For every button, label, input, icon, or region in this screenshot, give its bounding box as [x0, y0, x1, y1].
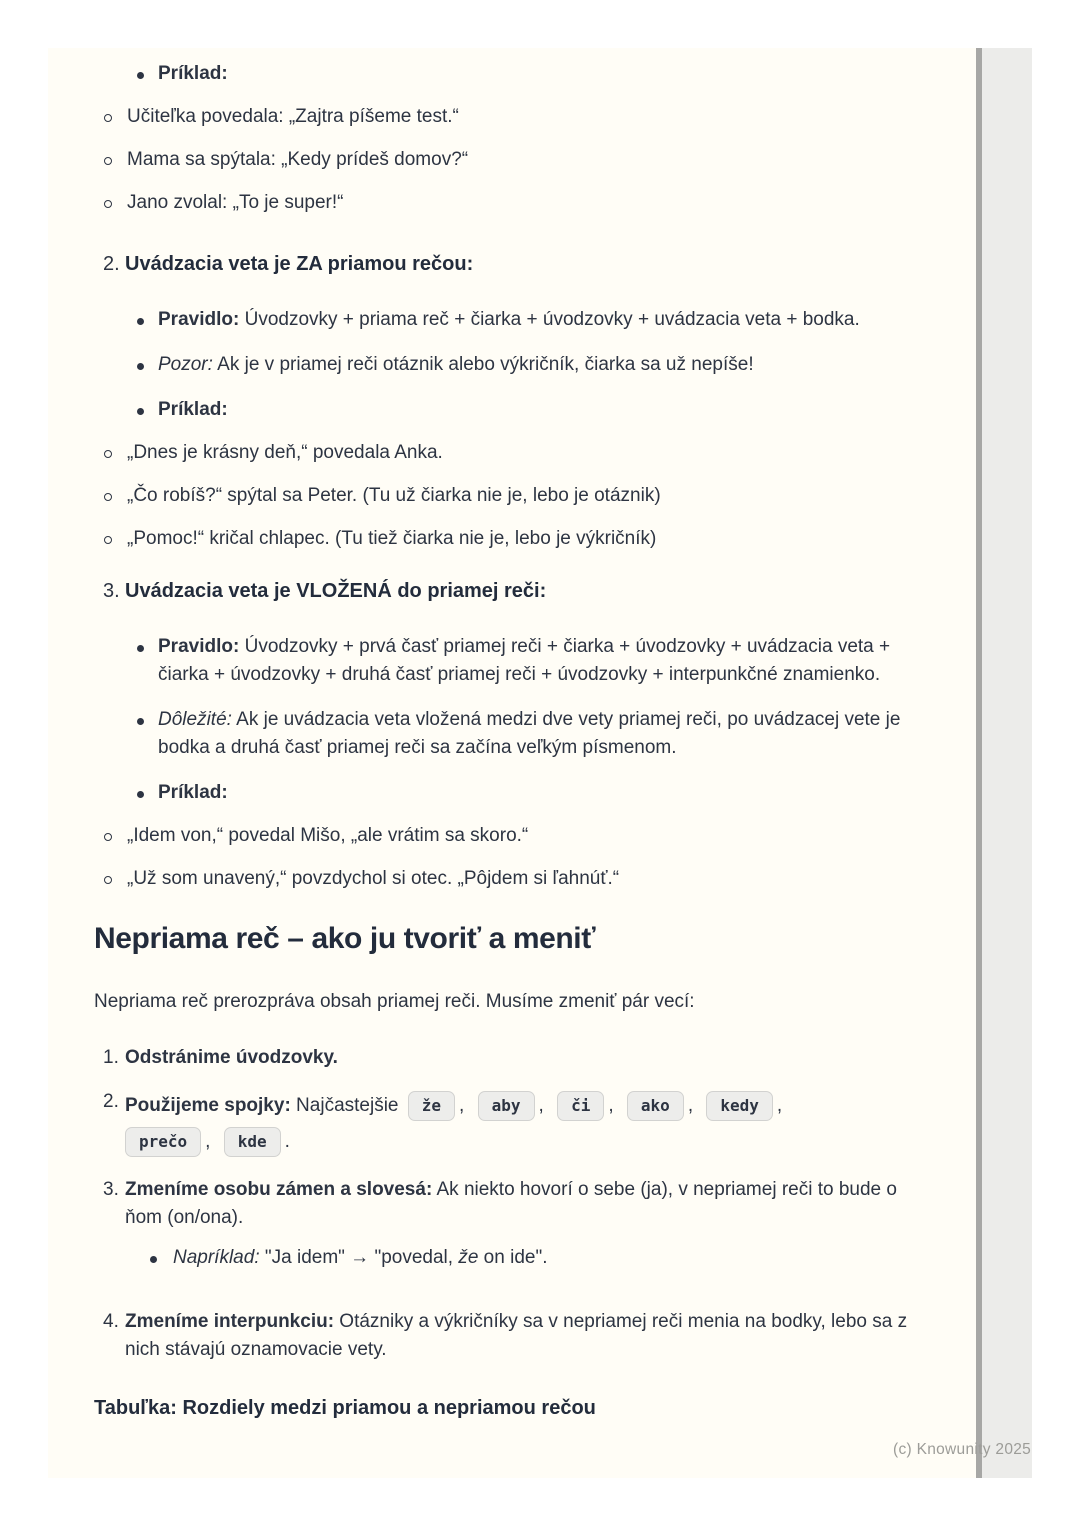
step-3 [103, 1176, 932, 1284]
section-number: 2. [103, 253, 120, 275]
rule-item [137, 306, 932, 334]
list-item [104, 103, 932, 131]
example-text: „Dnes je krásny deň,“ povedala Anka. [127, 442, 443, 463]
conjunction-chip: že [408, 1091, 455, 1121]
bullet-disc-icon [137, 706, 158, 762]
section-number: 3. [103, 580, 120, 602]
bullet-circle-icon [104, 103, 127, 131]
bullet-circle-icon [104, 482, 127, 510]
example-list-header [137, 779, 932, 807]
rule-label: Pravidlo: [158, 636, 240, 657]
warning-label: Pozor: [158, 354, 213, 375]
watermark: (c) Knowunity 2025 [893, 1441, 1032, 1458]
rule-text [158, 633, 932, 689]
table-caption: Tabuľka: Rozdiely medzi priamou a nepriamou rečou [94, 1397, 596, 1419]
bullet-disc-icon [137, 633, 158, 689]
bullet-circle-icon [104, 439, 127, 467]
step-body: Ak niekto hovorí o sebe (ja), v nepriamej reči to bude o ňom (on/ona). [125, 1179, 897, 1228]
bullet-circle-icon [104, 189, 127, 217]
step-example-text [173, 1244, 547, 1272]
list-item [104, 865, 932, 893]
bullet-disc-icon [137, 60, 158, 88]
example-text: „Pomoc!“ kričal chlapec. (Tu tiež čiarka nie je, lebo je výkričník) [127, 528, 657, 549]
example-label: Napríklad: [173, 1247, 260, 1268]
step-example [150, 1244, 932, 1272]
conjunction-chip: kde [224, 1127, 281, 1157]
bullet-disc-icon [137, 779, 158, 807]
conjunction-chip: ako [627, 1091, 684, 1121]
example-text: „Idem von,“ povedal Mišo, „ale vrátim sa skoro.“ [127, 825, 529, 846]
step-text [125, 1088, 786, 1160]
bullet-disc-icon [137, 396, 158, 424]
conjunction-chip: prečo [125, 1127, 201, 1157]
example-sublist [94, 439, 932, 553]
terminator: . [284, 1131, 290, 1152]
step-lead: Zmeníme interpunkciu: [125, 1311, 335, 1332]
example-sublist [94, 103, 932, 217]
example-italic: že [458, 1247, 479, 1268]
step-2 [103, 1088, 932, 1160]
bullet-circle-icon [104, 525, 127, 553]
separator: , [776, 1095, 783, 1116]
list-item [104, 482, 932, 510]
example-list-header [137, 396, 932, 424]
step-number: 2. [103, 1091, 119, 1112]
bullet-circle-icon [104, 146, 127, 174]
rule-label: Pravidlo: [158, 309, 240, 330]
section-title: Uvádzacia veta je ZA priamou rečou: [125, 253, 474, 275]
page-title: Nepriama reč – ako ju tvoriť a meniť [94, 922, 596, 955]
warning-body: Ak je v priamej reči otáznik alebo výkričník, čiarka sa už nepíše! [212, 354, 754, 375]
step-body: Otázniky a výkričníky sa v nepriamej reči menia na bodky, lebo sa z nich stávajú oznamovacie vety. [125, 1311, 908, 1360]
scrollbar-track[interactable] [982, 48, 1032, 1478]
example-text: „Čo robíš?“ spýtal sa Peter. (Tu už čiarka nie je, lebo je otáznik) [127, 485, 661, 506]
separator: , [459, 1095, 465, 1116]
list-item [104, 525, 932, 553]
example-post: on ide". [478, 1247, 548, 1268]
warning-text [158, 351, 754, 379]
example-list-header [137, 60, 932, 88]
bullet-disc-icon [137, 351, 158, 379]
important-item [137, 706, 932, 762]
conjunction-chip: aby [478, 1091, 535, 1121]
step-number: 4. [103, 1311, 119, 1332]
step-text [125, 1308, 932, 1364]
list-item [104, 439, 932, 467]
section-2-heading [103, 250, 932, 278]
step-lead: Použijeme spojky: [125, 1095, 291, 1116]
example-text: „Už som unavený,“ povzdychol si otec. „Pôjdem si ľahnúť.“ [127, 868, 620, 889]
step-lead: Zmeníme osobu zámen a slovesá: [125, 1179, 433, 1200]
rule-text [158, 306, 860, 334]
bullet-circle-icon [104, 865, 127, 893]
step-text [125, 1176, 932, 1284]
step-line [125, 1179, 897, 1228]
example-label: Príklad: [158, 782, 228, 803]
warning-item [137, 351, 932, 379]
conjunction-chip: či [557, 1091, 604, 1121]
example-text: Jano zvolal: „To je super!“ [127, 192, 344, 213]
important-body: Ak je uvádzacia veta vložená medzi dve vety priamej reči, po uvádzacej vete je bodka a druhá časť priamej reči sa začína veľkým písmenom. [158, 709, 901, 758]
example-sublist [94, 822, 932, 893]
step-1 [103, 1044, 932, 1072]
list-item [104, 189, 932, 217]
bullet-circle-icon [104, 822, 127, 850]
step-number: 3. [103, 1179, 119, 1200]
list-item [104, 146, 932, 174]
conjunction-chip: kedy [706, 1091, 773, 1121]
example-label: Príklad: [158, 63, 228, 84]
section-3-heading [103, 577, 932, 605]
separator: , [687, 1095, 694, 1116]
separator: , [538, 1095, 544, 1116]
step-number: 1. [103, 1047, 119, 1068]
example-pre: "Ja idem" → "povedal, [259, 1247, 459, 1268]
rule-body: Úvodzovky + prvá časť priamej reči + čiarka + úvodzovky + uvádzacia veta + čiarka + úvodzovky + druhá časť priamej reči + úvodzovky + interpunkčné znamienko. [158, 636, 891, 685]
step-body: Najčastejšie [290, 1095, 399, 1116]
example-label: Príklad: [158, 399, 228, 420]
rule-body: Úvodzovky + priama reč + čiarka + úvodzovky + uvádzacia veta + bodka. [239, 309, 860, 330]
separator: , [608, 1095, 614, 1116]
intro-paragraph: Nepriama reč prerozpráva obsah priamej reči. Musíme zmeniť pár vecí: [94, 991, 695, 1012]
important-text [158, 706, 932, 762]
step-text: Odstránime úvodzovky. [125, 1047, 338, 1068]
document-page [48, 48, 976, 1478]
section-title: Uvádzacia veta je VLOŽENÁ do priamej reči: [125, 580, 547, 602]
separator: , [205, 1131, 211, 1152]
step-4 [103, 1308, 932, 1364]
example-text: Mama sa spýtala: „Kedy prídeš domov?“ [127, 149, 469, 170]
rule-item [137, 633, 932, 689]
important-label: Dôležité: [158, 709, 232, 730]
example-text: Učiteľka povedala: „Zajtra píšeme test.“ [127, 106, 459, 127]
bullet-disc-icon [137, 306, 158, 334]
list-item [104, 822, 932, 850]
bullet-disc-icon [150, 1244, 173, 1272]
